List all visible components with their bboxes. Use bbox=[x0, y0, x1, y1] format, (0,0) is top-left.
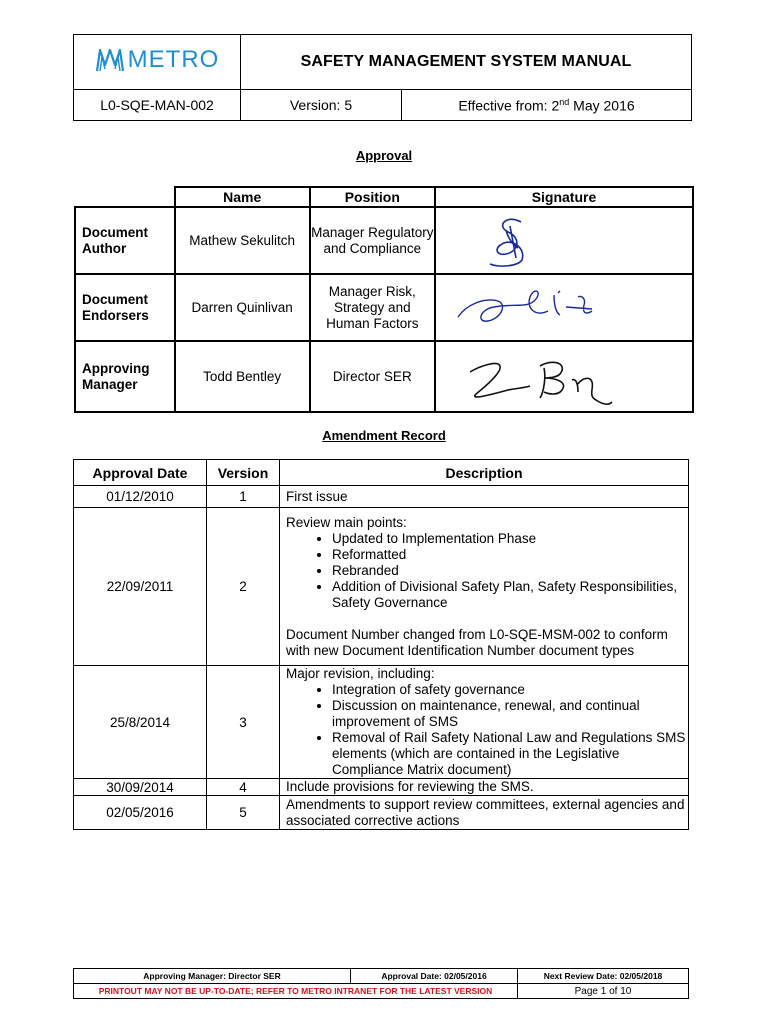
approval-table bbox=[74, 186, 694, 413]
amendment-description bbox=[280, 508, 689, 666]
effective-date-sup: nd bbox=[559, 96, 570, 107]
approval-position: Director SER bbox=[310, 341, 435, 412]
amendment-description bbox=[280, 666, 689, 779]
approval-role: Document Endorsers bbox=[75, 274, 175, 341]
approval-header-position: Position bbox=[310, 187, 435, 207]
page-title: SAFETY MANAGEMENT SYSTEM MANUAL bbox=[241, 35, 692, 90]
amendment-table bbox=[73, 459, 689, 830]
signature-endorser bbox=[435, 274, 693, 341]
amendment-version: 5 bbox=[207, 796, 280, 830]
amendment-heading: Amendment Record bbox=[322, 428, 446, 443]
amendment-date: 02/05/2016 bbox=[74, 796, 207, 830]
document-version: Version: 5 bbox=[241, 90, 402, 121]
list-item: • Discussion on maintenance, renewal, and continual improvement of SMS bbox=[332, 698, 688, 730]
document-footer bbox=[73, 968, 689, 999]
approval-header-name: Name bbox=[175, 187, 310, 207]
amendment-intro: First issue bbox=[286, 488, 348, 504]
amendment-intro: Major revision, including: bbox=[286, 666, 435, 681]
table-row bbox=[74, 666, 689, 779]
amendment-date: 01/12/2010 bbox=[74, 486, 207, 508]
amendment-version: 3 bbox=[207, 666, 280, 779]
list-item: • Removal of Rail Safety National Law and Regulations SMS elements (which are contained in the Legislative Compliance Matrix document) bbox=[332, 730, 688, 778]
amendment-header-date: Approval Date bbox=[74, 460, 207, 486]
amendment-intro: Amendments to support review committees, external agencies and associated corrective actions bbox=[286, 796, 685, 828]
list-item: • Addition of Divisional Safety Plan, Safety Responsibilities, Safety Governance bbox=[332, 579, 688, 611]
approval-name: Darren Quinlivan bbox=[175, 274, 310, 341]
amendment-date: 30/09/2014 bbox=[74, 779, 207, 796]
footer-warning: PRINTOUT MAY NOT BE UP-TO-DATE; REFER TO METRO INTRANET FOR THE LATEST VERSION bbox=[74, 984, 518, 999]
list-item: • Integration of safety governance bbox=[332, 682, 688, 698]
logo-cell bbox=[74, 35, 241, 90]
signature-endorser-image bbox=[436, 275, 692, 337]
document-header bbox=[73, 34, 692, 121]
footer-approving-manager: Approving Manager: Director SER bbox=[74, 969, 351, 984]
amendment-version: 1 bbox=[207, 486, 280, 508]
signature-author bbox=[435, 207, 693, 274]
approval-heading: Approval bbox=[355, 148, 413, 163]
effective-date-prefix: Effective from: 2 bbox=[458, 97, 560, 114]
signature-approver bbox=[435, 341, 693, 412]
document-id: L0-SQE-MAN-002 bbox=[74, 90, 241, 121]
approval-position: Manager Risk, Strategy and Human Factors bbox=[310, 274, 435, 341]
approval-row bbox=[75, 341, 693, 412]
table-row bbox=[74, 796, 689, 830]
metro-m-icon bbox=[95, 47, 125, 73]
amendment-description bbox=[280, 796, 689, 830]
amendment-description bbox=[280, 779, 689, 796]
list-item: • Updated to Implementation Phase bbox=[332, 531, 688, 547]
approval-name: Todd Bentley bbox=[175, 341, 310, 412]
approval-position: Manager Regulatory and Compliance bbox=[310, 207, 435, 274]
signature-author-image bbox=[436, 208, 692, 270]
approval-row bbox=[75, 207, 693, 274]
effective-date bbox=[402, 90, 692, 121]
table-row bbox=[74, 779, 689, 796]
signature-approver-image bbox=[436, 342, 692, 408]
metro-logo bbox=[95, 46, 220, 74]
approval-header-signature: Signature bbox=[435, 187, 693, 207]
effective-date-suffix: May 2016 bbox=[569, 97, 635, 114]
approval-name: Mathew Sekulitch bbox=[175, 207, 310, 274]
amendment-header-description: Description bbox=[280, 460, 689, 486]
amendment-version: 2 bbox=[207, 508, 280, 666]
amendment-description bbox=[280, 486, 689, 508]
list-item: • Rebranded bbox=[332, 563, 688, 579]
approval-role: Approving Manager bbox=[75, 341, 175, 412]
approval-corner bbox=[75, 187, 175, 207]
amendment-extra: Document Number changed from L0-SQE-MSM-002 to conform with new Document Identification Number document types bbox=[286, 626, 668, 658]
table-row bbox=[74, 486, 689, 508]
approval-row bbox=[75, 274, 693, 341]
page-number: Page 1 of 10 bbox=[518, 984, 689, 999]
approval-role: Document Author bbox=[75, 207, 175, 274]
amendment-header-version: Version bbox=[207, 460, 280, 486]
amendment-version: 4 bbox=[207, 779, 280, 796]
amendment-bullets bbox=[286, 531, 688, 611]
footer-next-review: Next Review Date: 02/05/2018 bbox=[518, 969, 689, 984]
amendment-intro: Include provisions for reviewing the SMS. bbox=[286, 779, 534, 794]
list-item: • Reformatted bbox=[332, 547, 688, 563]
amendment-date: 22/09/2011 bbox=[74, 508, 207, 666]
amendment-date: 25/8/2014 bbox=[74, 666, 207, 779]
amendment-bullets bbox=[286, 682, 688, 778]
logo-text: METRO bbox=[127, 46, 220, 73]
table-row bbox=[74, 508, 689, 666]
amendment-intro: Review main points: bbox=[286, 514, 407, 530]
footer-approval-date: Approval Date: 02/05/2016 bbox=[351, 969, 518, 984]
